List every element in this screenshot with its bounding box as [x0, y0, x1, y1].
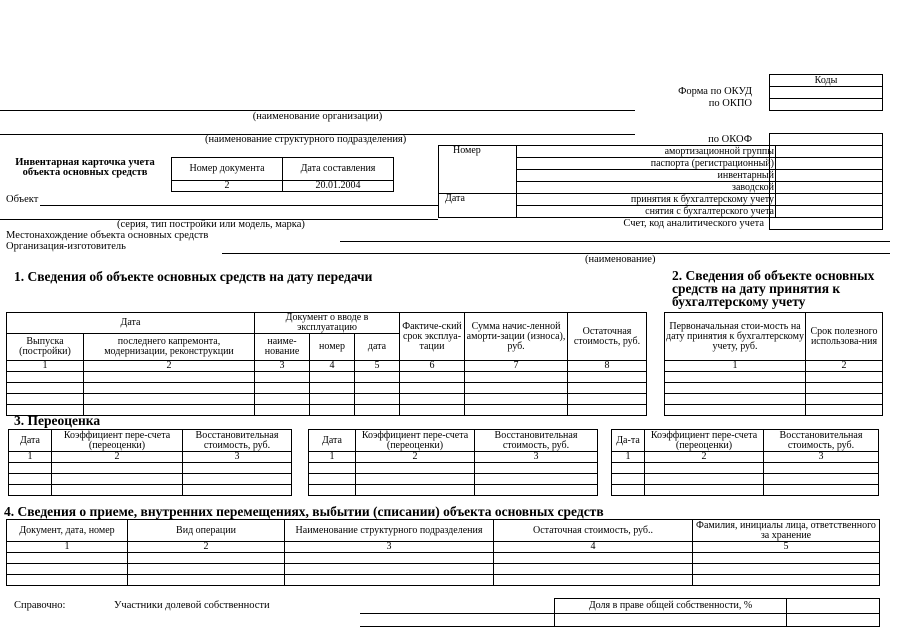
s3b-num: 1	[309, 452, 356, 463]
participants-line-2	[360, 626, 554, 627]
manufacturer-caption: (наименование)	[585, 254, 656, 265]
location-line	[340, 241, 890, 242]
doc-number-value[interactable]: 2	[172, 181, 283, 192]
s3c-col-date: Да-та	[612, 430, 645, 452]
s2-num: 2	[806, 361, 883, 372]
section3-table-b	[308, 429, 598, 496]
table-row	[612, 474, 879, 485]
section2-table	[664, 312, 883, 416]
table-row	[9, 474, 292, 485]
okof-label: по ОКОФ	[708, 134, 752, 145]
codes-table	[769, 74, 883, 111]
s1-group-date: Дата	[7, 313, 255, 334]
object-label: Объект	[6, 194, 39, 205]
s3a-num: 2	[52, 452, 183, 463]
data-label: Дата	[439, 194, 517, 218]
code-remove-cell[interactable]	[770, 206, 883, 218]
s2-num: 1	[665, 361, 806, 372]
s3c-num: 2	[645, 452, 764, 463]
table-row	[309, 485, 598, 496]
s3b-col-date: Дата	[309, 430, 356, 452]
section3-table-a	[8, 429, 292, 496]
s4-num: 4	[494, 542, 693, 553]
table-row	[9, 463, 292, 474]
s1-col-amort: Сумма начис-ленной аморти-зации (износа), руб.	[465, 313, 568, 361]
table-row	[665, 372, 883, 383]
row-factory: заводской	[517, 182, 776, 194]
dept-caption: (наименование структурного подразделения)	[205, 134, 407, 145]
share-table	[554, 598, 880, 627]
table-row	[7, 405, 647, 416]
numbers-table	[438, 145, 776, 218]
section3-table-c	[611, 429, 879, 496]
s1-num: 2	[84, 361, 255, 372]
s4-col-residual: Остаточная стоимость, руб..	[494, 520, 693, 542]
code-inventory-cell[interactable]	[770, 170, 883, 182]
okpo-label: по ОКПО	[708, 98, 752, 109]
s1-num: 5	[355, 361, 400, 372]
section4-title: 4. Сведения о приеме, внутренних перемещениях, выбытии (списании) объекта основных средств	[4, 504, 604, 519]
table-row	[612, 463, 879, 474]
s1-num: 1	[7, 361, 84, 372]
account-label: Счет, код аналитического учета	[623, 218, 764, 229]
s1-num: 8	[568, 361, 647, 372]
s3c-col-coef: Коэффициент пере-счета (переоценки)	[645, 430, 764, 452]
reference-label: Справочно:	[14, 600, 66, 611]
doc-date-value[interactable]: 20.01.2004	[283, 181, 394, 192]
share-value[interactable]	[787, 599, 880, 614]
s4-num: 3	[285, 542, 494, 553]
s3b-num: 3	[475, 452, 598, 463]
code-okof-cell[interactable]	[770, 134, 883, 146]
code-accept-cell[interactable]	[770, 194, 883, 206]
s2-col-term: Срок полезного использова-ния	[806, 313, 883, 361]
s4-col-responsible: Фамилия, инициалы лица, ответственного за хранение	[693, 520, 880, 542]
table-row	[7, 553, 880, 564]
s3a-col-date: Дата	[9, 430, 52, 452]
table-row	[665, 394, 883, 405]
s1-num: 3	[255, 361, 310, 372]
s1-group-doc: Документ о вводе в эксплуатацию	[255, 313, 400, 334]
s3a-num: 1	[9, 452, 52, 463]
s4-col-operation: Вид операции	[128, 520, 285, 542]
doc-date-label: Дата составления	[283, 158, 394, 181]
code-okpo-cell[interactable]	[770, 99, 883, 111]
s4-col-doc: Документ, дата, номер	[7, 520, 128, 542]
participants-label: Участники долевой собственности	[114, 600, 270, 611]
table-row	[665, 405, 883, 416]
s1-col-repair: последнего капремонта, модернизации, реконструкции	[84, 334, 255, 361]
location-label: Местонахождение объекта основных средств	[6, 230, 209, 241]
table-row	[7, 372, 647, 383]
codes-header: Коды	[770, 75, 883, 87]
share-label: Доля в праве общей собственности, %	[555, 599, 787, 614]
section4-table	[6, 519, 880, 586]
s1-col-name: наиме-нование	[255, 334, 310, 361]
s1-col-number: номер	[310, 334, 355, 361]
s4-num: 1	[7, 542, 128, 553]
code-account-cell[interactable]	[770, 218, 883, 230]
s2-col-initial: Первоначальная стои-мость на дату принятия к бухгалтерскому учету, руб.	[665, 313, 806, 361]
s3a-col-value: Восстановительная стоимость, руб.	[183, 430, 292, 452]
s1-col-residual: Остаточная стоимость, руб.	[568, 313, 647, 361]
code-okud-cell[interactable]	[770, 87, 883, 99]
card-title: Инвентарная карточка учета объекта основных средств	[15, 157, 155, 178]
doc-header-table	[171, 157, 394, 192]
code-factory-cell[interactable]	[770, 182, 883, 194]
s4-col-dept: Наименование структурного подразделения	[285, 520, 494, 542]
table-row	[7, 383, 647, 394]
s3a-num: 3	[183, 452, 292, 463]
table-row	[309, 463, 598, 474]
s1-col-date: дата	[355, 334, 400, 361]
s1-num: 6	[400, 361, 465, 372]
s1-num: 7	[465, 361, 568, 372]
doc-number-label: Номер документа	[172, 158, 283, 181]
manufacturer-line	[222, 253, 890, 254]
row-accept: принятия к бухгалтерскому учету	[517, 194, 776, 206]
row-passport: паспорта (регистрационный)	[517, 158, 776, 170]
s4-num: 5	[693, 542, 880, 553]
s3b-col-value: Восстановительная стоимость, руб.	[475, 430, 598, 452]
s1-col-release: Выпуска (постройки)	[7, 334, 84, 361]
participants-line	[360, 613, 554, 614]
table-row	[7, 575, 880, 586]
table-row	[612, 485, 879, 496]
section3-title: 3. Переоценка	[14, 413, 101, 428]
s1-col-actual: Фактиче-ский срок эксплуа-тации	[400, 313, 465, 361]
s3c-col-value: Восстановительная стоимость, руб.	[764, 430, 879, 452]
s4-num: 2	[128, 542, 285, 553]
nomer-label: Номер	[439, 146, 517, 194]
row-remove: снятия с бухгалтерского учета	[517, 206, 776, 218]
object-line	[40, 205, 438, 206]
object-caption: (серия, тип постройки или модель, марка)	[117, 219, 305, 230]
s3a-col-coef: Коэффициент пере-счета (переоценки)	[52, 430, 183, 452]
code-amort-cell[interactable]	[770, 146, 883, 158]
s3b-col-coef: Коэффициент пере-счета (переоценки)	[356, 430, 475, 452]
manufacturer-label: Организация-изготовитель	[6, 241, 126, 252]
s3c-num: 1	[612, 452, 645, 463]
table-row	[7, 564, 880, 575]
code-passport-cell[interactable]	[770, 158, 883, 170]
s3b-num: 2	[356, 452, 475, 463]
row-amort-group: амортизационной группы	[517, 146, 776, 158]
codes-right-table	[769, 133, 883, 230]
okud-label: Форма по ОКУД	[678, 86, 752, 97]
section2-title: 2. Сведения об объекте основных средств на дату принятия к бухгалтерскому учету	[672, 268, 875, 309]
table-row	[7, 394, 647, 405]
table-row	[309, 474, 598, 485]
s3c-num: 3	[764, 452, 879, 463]
table-row	[9, 485, 292, 496]
table-row	[665, 383, 883, 394]
s1-num: 4	[310, 361, 355, 372]
section1-title: 1. Сведения об объекте основных средств на дату передачи	[14, 269, 373, 284]
org-caption: (наименование организации)	[252, 111, 383, 122]
row-inventory: инвентарный	[517, 170, 776, 182]
section1-table	[6, 312, 647, 416]
